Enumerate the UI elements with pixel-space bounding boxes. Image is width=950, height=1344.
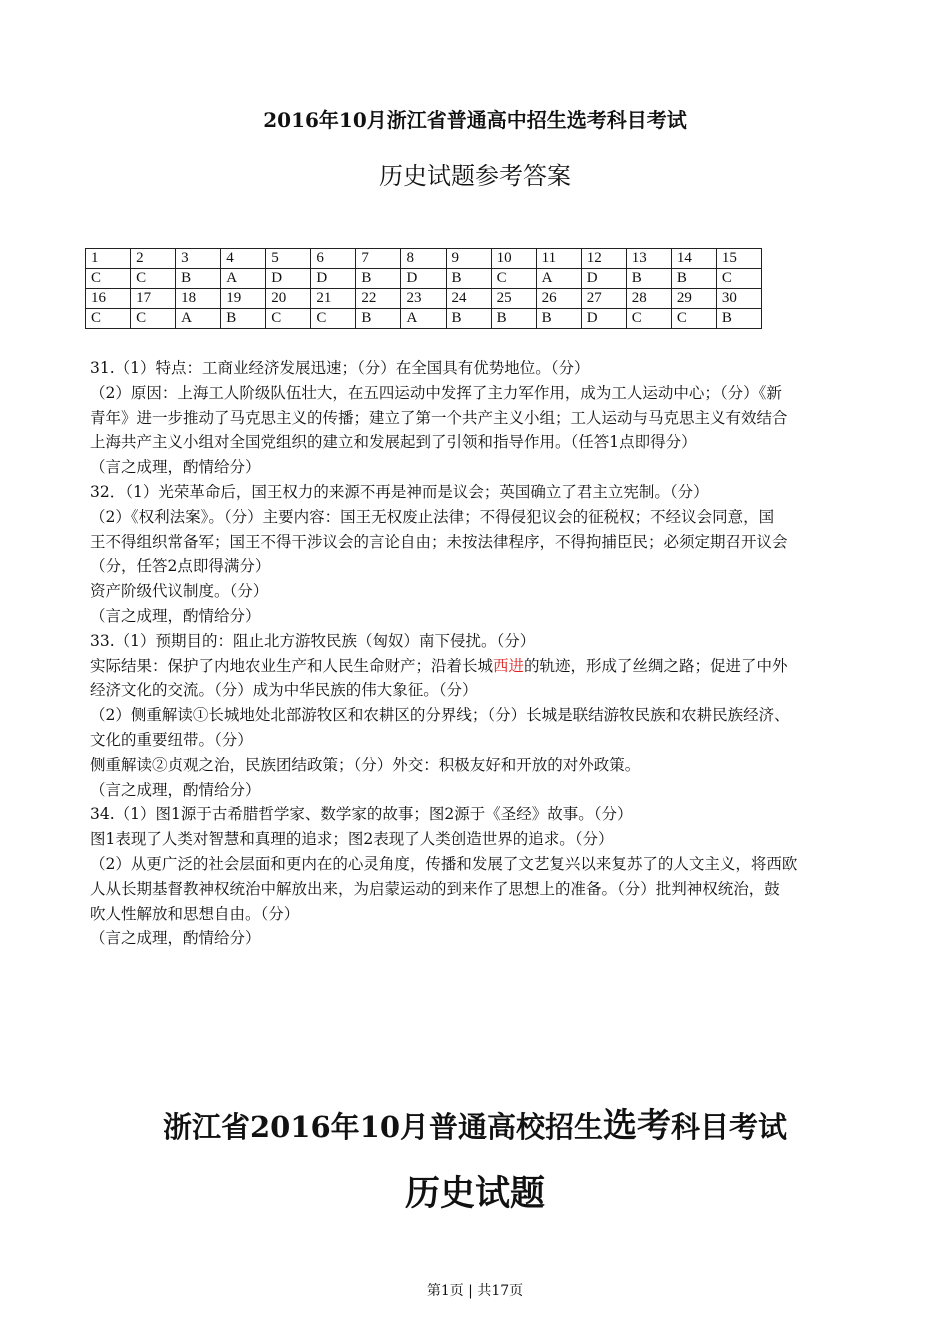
answer-line: 青年》进一步推动了马克思主义的传播；建立了第一个共产主义小组；工人运动与马克思主义有效结合 [90,408,788,427]
answer-line: （分，任答2点即得满分） [90,557,271,576]
table-cell: 2 [131,249,176,269]
table-cell: B [491,309,536,329]
table-cell: D [311,269,356,289]
answer-line: 人从长期基督教神权统治中解放出来，为启蒙运动的到来作了思想上的准备。（分）批判神权统治，鼓 [90,879,780,898]
table-cell: C [86,269,131,289]
exam-subject: 历史试题 [404,1173,545,1214]
table-cell: 28 [626,289,671,309]
answer-line: 32．（1）光荣革命后，国王权力的来源不再是神而是议会；英国确立了君主立宪制。（分） [90,482,709,501]
question-number-row [86,289,762,309]
answer-line: 侧重解读②贞观之治，民族团结政策；（分）外交：积极友好和开放的对外政策。 [90,755,641,774]
table-cell: C [131,269,176,289]
answer-line: （言之成理，酌情给分） [90,780,261,799]
table-cell: 3 [176,249,221,269]
table-cell: A [536,269,581,289]
table-cell: A [176,309,221,329]
answer-line: 经济文化的交流。（分）成为中华民族的伟大象征。（分） [90,681,478,700]
table-cell: C [266,309,311,329]
table-cell: B [716,309,761,329]
table-cell: 17 [131,289,176,309]
table-cell: 20 [266,289,311,309]
table-cell: D [266,269,311,289]
table-cell: 18 [176,289,221,309]
table-cell: 1 [86,249,131,269]
exam-title-part: 浙江省2016年10月普通高校招生 [162,1110,604,1144]
table-cell: 10 [491,249,536,269]
answer-line: （言之成理，酌情给分） [90,606,261,625]
table-cell: 7 [356,249,401,269]
table-cell: 16 [86,289,131,309]
answer-line: （2）侧重解读①长城地处北部游牧区和农耕区的分界线；（分）长城是联结游牧民族和农耕民族经济、 [90,706,790,725]
table-cell: 9 [446,249,491,269]
table-cell: 4 [221,249,266,269]
table-cell: 15 [716,249,761,269]
text-segment: 的轨迹，形成了丝绸之路；促进了中外 [524,656,788,675]
table-cell: C [671,309,716,329]
table-cell: D [401,269,446,289]
answer-line: 文化的重要纽带。（分） [90,730,253,749]
answer-line: （2）《权利法案》。（分）主要内容：国王无权废止法律；不得侵犯议会的征税权；不经议会同意，国 [90,507,775,526]
table-cell: 21 [311,289,356,309]
table-cell: C [491,269,536,289]
page-footer: 第1页 | 共17页 [426,1283,524,1299]
table-cell: C [131,309,176,329]
table-cell: 6 [311,249,356,269]
table-cell: C [311,309,356,329]
answer-line: （2）原因：上海工人阶级队伍壮大，在五四运动中发挥了主力军作用，成为工人运动中心；（分）《新 [90,383,782,402]
answer-row [86,269,762,289]
table-cell: C [716,269,761,289]
answer-line: 34.（1）图1源于古希腊哲学家、数学家的故事；图2源于《圣经》故事。（分） [90,805,633,824]
answer-line: 31.（1）特点：工商业经济发展迅速；（分）在全国具有优势地位。（分） [90,359,590,377]
exam-title-part: 选考 [603,1106,672,1146]
answer-line: （言之成理，酌情给分） [90,929,261,948]
table-cell: 12 [581,249,626,269]
answer-line: 33.（1）预期目的：阻止北方游牧民族（匈奴）南下侵扰。（分） [90,631,536,650]
answer-line: （2）从更广泛的社会层面和更内在的心灵角度，传播和发展了文艺复兴以来复苏了的人文主义，将西欧 [90,854,798,873]
table-cell: 19 [221,289,266,309]
answer-subtitle: 历史试题参考答案 [379,162,571,190]
table-cell: B [356,309,401,329]
answer-line: （言之成理，酌情给分） [90,458,261,477]
table-cell: 23 [401,289,446,309]
answer-title: 2016年10月浙江省普通高中招生选考科目考试 [263,108,687,132]
text-segment: 实际结果：保护了内地农业生产和人民生命财产；沿着长城 [90,656,494,675]
table-cell: 26 [536,289,581,309]
table-cell: B [446,269,491,289]
table-cell: 22 [356,289,401,309]
table-cell: D [581,269,626,289]
table-cell: 25 [491,289,536,309]
table-cell: 5 [266,249,311,269]
answer-row [86,309,762,329]
table-cell: C [86,309,131,329]
table-cell: C [626,309,671,329]
table-cell: B [446,309,491,329]
table-cell: 30 [716,289,761,309]
table-cell: 29 [671,289,716,309]
answer-table [85,248,762,329]
answer-body [90,356,870,951]
table-cell: B [221,309,266,329]
answer-line: 吹人性解放和思想自由。（分） [90,904,300,923]
table-cell: A [221,269,266,289]
table-cell: 11 [536,249,581,269]
answer-line: 图1表现了人类对智慧和真理的追求；图2表现了人类创造世界的追求。（分） [90,830,614,849]
exam-title [0,1098,950,1147]
table-cell: B [176,269,221,289]
answer-line: 上海共产主义小组对全国党组织的建立和发展起到了引领和指导作用。（任答1点即得分） [90,433,697,452]
table-cell: D [581,309,626,329]
table-cell: 24 [446,289,491,309]
table-cell: 27 [581,289,626,309]
answer-line [90,654,870,679]
question-number-row [86,249,762,269]
table-cell: 13 [626,249,671,269]
table-cell: B [536,309,581,329]
exam-title-part: 科目考试 [671,1110,788,1144]
answer-line: 王不得组织常备军；国王不得干涉议会的言论自由；未按法律程序，不得拘捕臣民；必须定期召开议会 [90,532,788,551]
highlighted-text: 西进 [493,656,525,675]
table-cell: B [356,269,401,289]
table-cell: B [626,269,671,289]
table-cell: 8 [401,249,446,269]
answer-line: 资产阶级代议制度。（分） [90,582,269,601]
table-cell: A [401,309,446,329]
table-cell: B [671,269,716,289]
table-cell: 14 [671,249,716,269]
